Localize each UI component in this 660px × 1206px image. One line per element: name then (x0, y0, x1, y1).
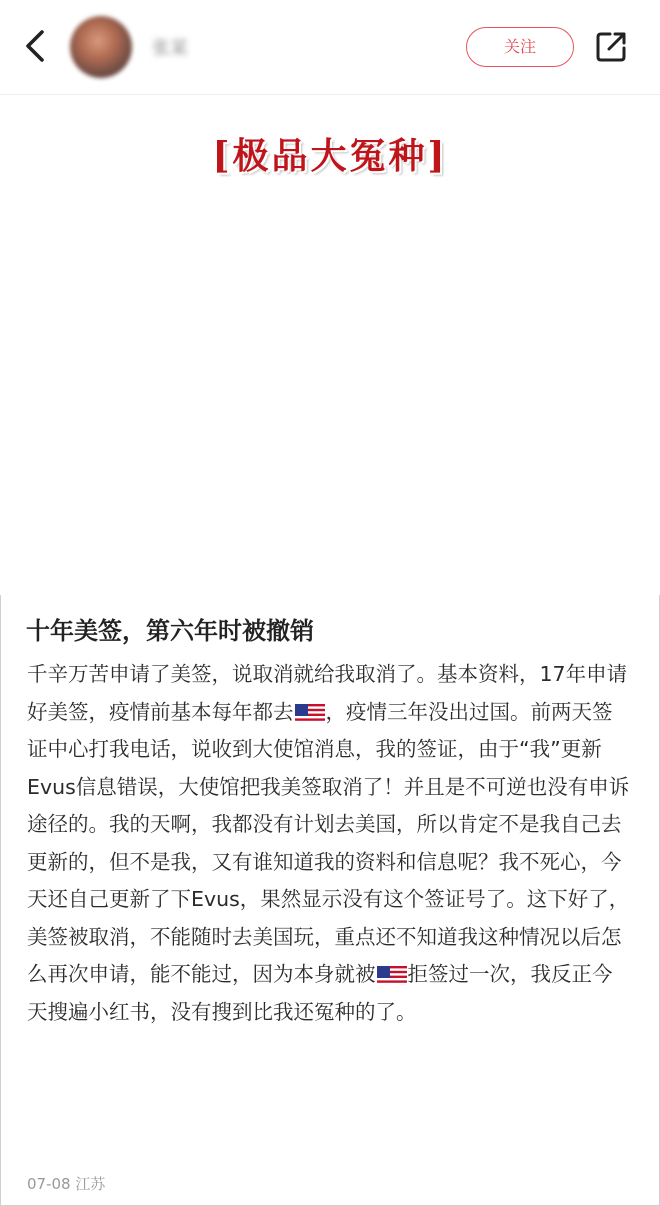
post-date: 07-08 (27, 1175, 71, 1193)
top-bar (0, 0, 660, 94)
avatar[interactable] (70, 16, 132, 78)
post-body-part-2: ，疫情三年没出过国。前两天签证中心打我电话，说收到大使馆消息，我的签证，由于“我”更新Evus信息错误，大使馆把我美签取消了！并且是不可逆也没有申诉途径的。我的天啊，我都没有计划去美国，所以肯定不是我自己去更新的，但不是我，又有谁知道我的资料和信息呢？我不死心，今天还自己更新了下Evus，果然显示没有这个签证号了。这下好了，美签被取消，不能随时去美国玩，重点还不知道我这种情况以后怎么再次申请，能不能过，因为本身就被 (27, 699, 630, 986)
post-body-part-3: 拒签过一次，我反正今天搜遍小红书，没有搜到比我还冤种的了。 (27, 962, 613, 1024)
image-banner-text: [极品大冤种] (212, 135, 448, 177)
post-body-part-1: 千辛万苦申请了美签，说取消就给我取消了。基本资料，17年申请好美签，疫情前基本每年都去 (27, 662, 628, 724)
us-flag-icon (295, 701, 325, 723)
share-icon (594, 30, 628, 64)
chevron-left-icon (18, 24, 52, 68)
share-button[interactable] (594, 30, 628, 64)
post-body (27, 656, 631, 1031)
us-flag-icon (377, 963, 407, 985)
post-title: 十年美签，第六年时被撤销 (26, 617, 314, 645)
post-meta (27, 1173, 105, 1194)
post-location: 江苏 (75, 1175, 106, 1193)
follow-button[interactable]: 关注 (466, 27, 574, 67)
username[interactable]: 张某 (152, 38, 188, 59)
back-button[interactable] (18, 24, 52, 68)
